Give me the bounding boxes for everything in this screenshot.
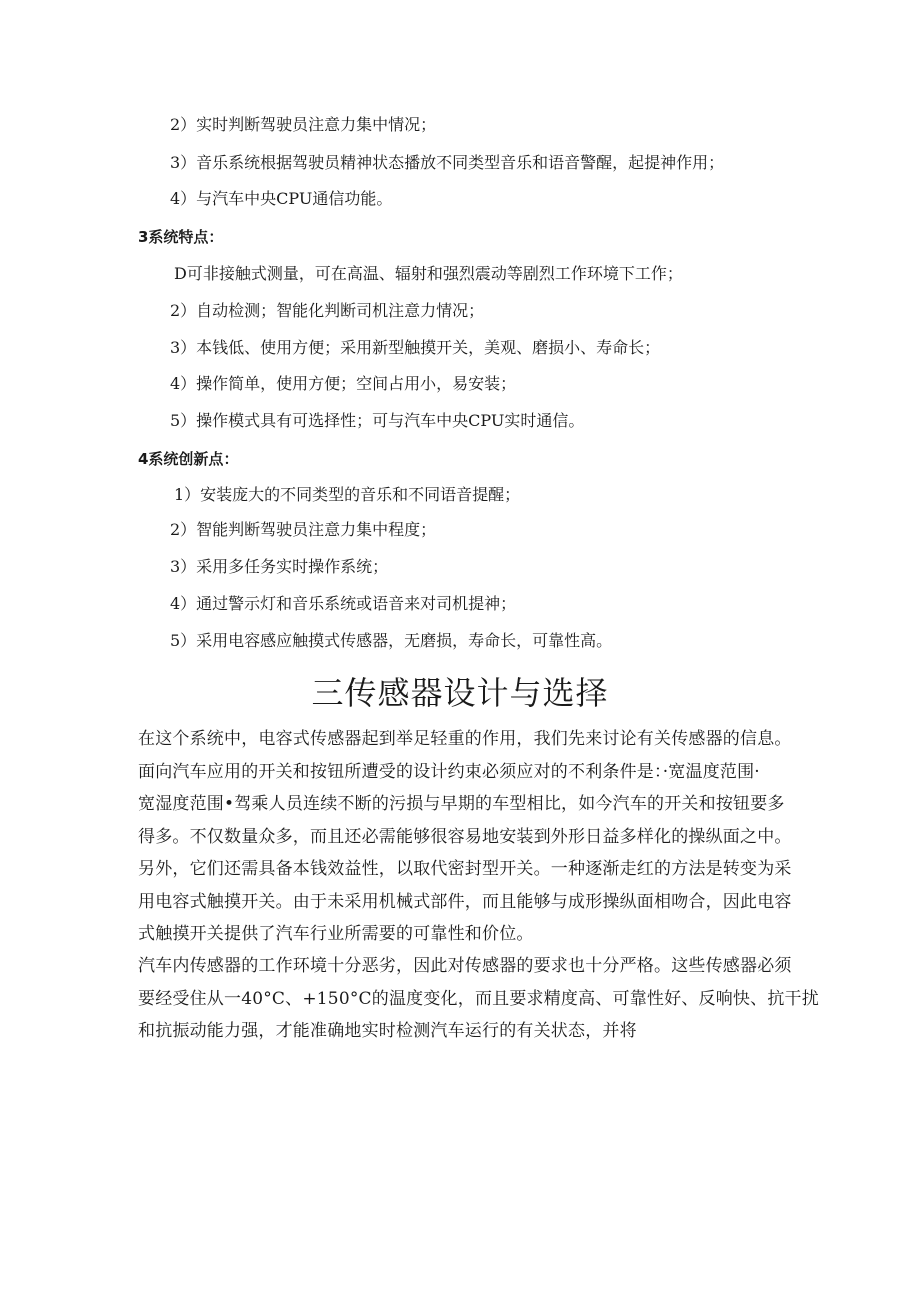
paragraph-capacitive-sensors <box>138 723 792 951</box>
innovation-item-3: 3）采用多任务实时操作系统； <box>170 557 389 576</box>
feature-item-2: 2）自动检测；智能化判断司机注意力情况； <box>170 301 485 320</box>
feature-item-3: 3）本钱低、使用方便；采用新型触摸开关，美观、磨损小、寿命长； <box>170 338 661 357</box>
innovation-item-4: 4）通过警示灯和音乐系统或语音来对司机提神； <box>170 594 517 613</box>
paragraph-line: 用电容式触摸开关。由于未采用机械式部件，而且能够与成形操纵面相吻合，因此电容 <box>138 891 792 912</box>
section-title: 三传感器设计与选择 <box>311 674 609 712</box>
innovations-heading: 4系统创新点： <box>138 450 239 468</box>
paragraph-line: 汽车内传感器的工作环境十分恶劣，因此对传感器的要求也十分严格。这些传感器必须 <box>138 956 792 976</box>
paragraph-sensor-environment <box>138 950 819 1048</box>
feature-item-4: 4）操作简单，使用方便；空间占用小，易安装； <box>170 374 517 393</box>
function-item-4: 4）与汽车中央CPU通信功能。 <box>170 189 393 208</box>
paragraph-line: 在这个系统中，电容式传感器起到举足轻重的作用，我们先来讨论有关传感器的信息。 <box>138 729 792 749</box>
feature-item-5: 5）操作模式具有可选择性；可与汽车中央CPU实时通信。 <box>170 411 585 430</box>
function-item-3: 3）音乐系统根据驾驶员精神状态播放不同类型音乐和语音警醒，起提神作用； <box>170 153 725 172</box>
feature-item-1: D可非接触式测量，可在高温、辐射和强烈震动等剧烈工作环境下工作； <box>174 264 683 283</box>
paragraph-line: 式触摸开关提供了汽车行业所需要的可靠性和价位。 <box>138 924 534 944</box>
innovation-item-5: 5）采用电容感应触摸式传感器，无磨损，寿命长，可靠性高。 <box>170 631 613 650</box>
innovation-item-1: 1）安装庞大的不同类型的音乐和不同语音提醒； <box>174 485 521 504</box>
function-item-2: 2）实时判断驾驶员注意力集中情况； <box>170 115 437 134</box>
innovation-item-2: 2）智能判断驾驶员注意力集中程度； <box>170 520 437 539</box>
paragraph-line: 得多。不仅数量众多，而且还必需能够很容易地安装到外形日益多样化的操纵面之中。 <box>138 826 792 847</box>
paragraph-line: 宽湿度范围•驾乘人员连续不断的污损与早期的车型相比，如今汽车的开关和按钮要多 <box>138 794 785 814</box>
paragraph-line: 另外，它们还需具备本钱效益性，以取代密封型开关。一种逐渐走红的方法是转变为采 <box>138 859 792 879</box>
paragraph-line: 和抗振动能力强，才能准确地实时检测汽车运行的有关状态，并将 <box>138 1021 637 1041</box>
features-heading: 3系统特点： <box>138 228 224 246</box>
paragraph-line: 面向汽车应用的开关和按钮所遭受的设计约束必须应对的不利条件是：·宽温度范围· <box>138 761 760 782</box>
paragraph-line: 要经受住从一40°C、+150°C的温度变化，而且要求精度高、可靠性好、反响快、抗干扰 <box>138 988 819 1009</box>
